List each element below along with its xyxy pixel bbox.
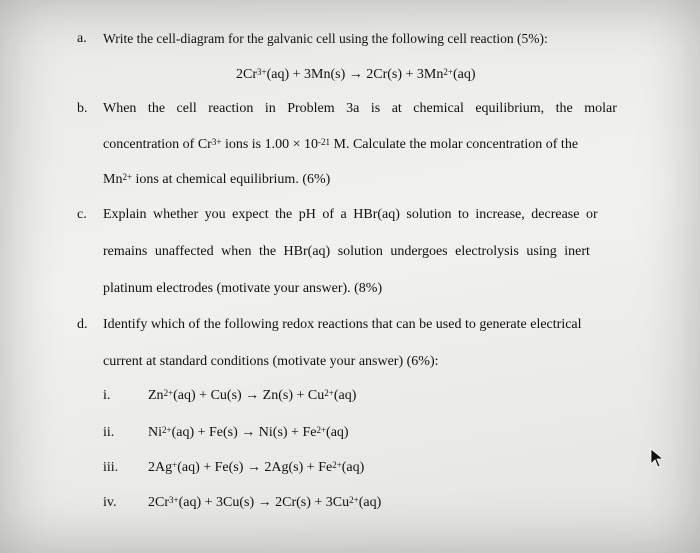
mouse-pointer-icon <box>650 448 664 468</box>
question-c-line-3: platinum electrodes (motivate your answer). (8%) <box>103 281 383 296</box>
reaction-item-numeral: i. <box>103 388 111 403</box>
question-d-line-1: Identify which of the following redox reactions that can be used to generate electrical <box>103 317 582 332</box>
reaction-item-numeral: iii. <box>103 460 119 475</box>
question-b-line-2: concentration of $Cr^{3+}$ ions is $1.00 \times 10^{-21}$ M. Calculate the molar concentration of the <box>103 137 579 152</box>
question-d-line-2: current at standard conditions (motivate your answer) (6%): <box>103 354 439 369</box>
question-c-line-1: Explain whether you expect the pH of a HBr(aq) solution to increase, decrease or <box>103 207 598 222</box>
reaction-item: $2Ag^+(aq) + Fe(s) \to 2Ag(s) + Fe^{2+}(aq)$ <box>148 460 365 475</box>
reaction-item: $Ni^{2+}(aq) + Fe(s) \to Ni(s) + Fe^{2+}(aq)$ <box>148 425 349 440</box>
reaction-item: $2Cr^{3+}(aq) + 3Cu(s) \to 2Cr(s) + 3Cu^{2+}(aq)$ <box>148 495 382 510</box>
question-b-line-3: $Mn^{2+}$ ions at chemical equilibrium. (6%) <box>103 172 331 187</box>
reaction-item-numeral: iv. <box>103 495 117 510</box>
reaction-item-numeral: ii. <box>103 425 115 440</box>
question-c-line-2: remains unaffected when the HBr(aq) solution undergoes electrolysis using inert <box>103 244 590 259</box>
reaction-item: $Zn^{2+}(aq) + Cu(s) \to Zn(s) + Cu^{2+}(aq)$ <box>148 388 357 403</box>
question-d-letter: d. <box>77 317 88 332</box>
question-b-line-1: When the cell reaction in Problem 3a is at chemical equilibrium, the molar <box>103 101 617 116</box>
question-a-letter: a. <box>77 31 87 46</box>
question-a-line-1: Write the cell-diagram for the galvanic cell using the following cell reaction (5%): <box>103 31 548 46</box>
question-b-letter: b. <box>77 101 88 116</box>
question-c-letter: c. <box>77 207 87 222</box>
question-a-reaction: $2Cr^{3+}(aq) + 3Mn(s) \to 2Cr(s) + 3Mn^{2+}(aq)$ <box>236 67 476 82</box>
